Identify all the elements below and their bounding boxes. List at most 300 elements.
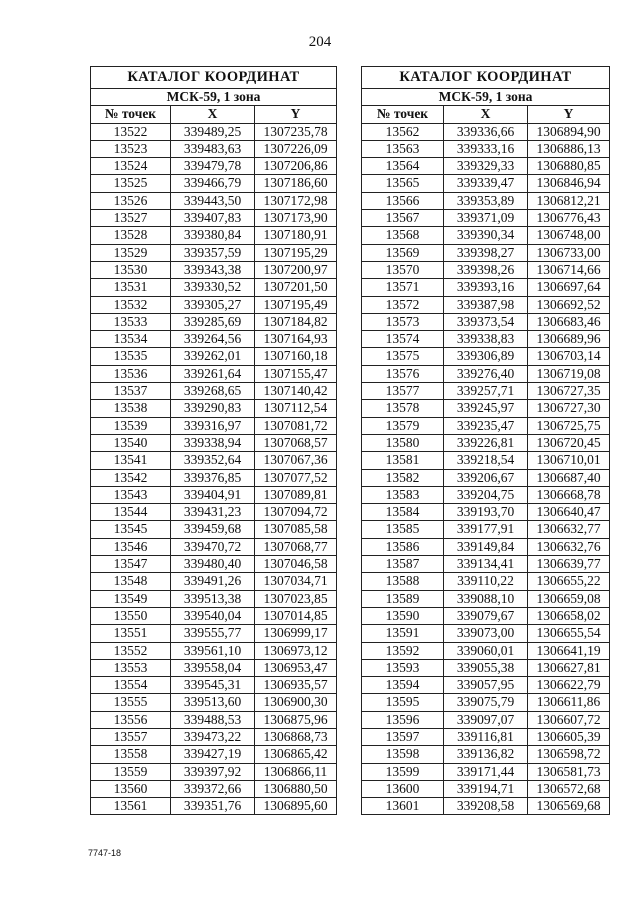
table-row (91, 210, 337, 227)
table-row (362, 573, 610, 590)
cell-y: 1306727,35 (528, 383, 610, 400)
cell-point: 13543 (91, 486, 171, 503)
table-row (91, 158, 337, 175)
table-row (362, 210, 610, 227)
catalog-title: КАТАЛОГ КООРДИНАТ (362, 67, 610, 89)
cell-y: 1306683,46 (528, 313, 610, 330)
cell-x: 339459,68 (171, 521, 255, 538)
cell-x: 339407,83 (171, 210, 255, 227)
cell-x: 339257,71 (444, 383, 528, 400)
cell-x: 339060,01 (444, 642, 528, 659)
cell-point: 13595 (362, 694, 444, 711)
cell-point: 13572 (362, 296, 444, 313)
cell-point: 13596 (362, 711, 444, 728)
cell-x: 339489,25 (171, 123, 255, 140)
cell-point: 13536 (91, 365, 171, 382)
cell-y: 1307200,97 (255, 261, 337, 278)
catalog-title: КАТАЛОГ КООРДИНАТ (91, 67, 337, 89)
cell-y: 1306733,00 (528, 244, 610, 261)
cell-y: 1306569,68 (528, 798, 610, 815)
cell-y: 1307184,82 (255, 313, 337, 330)
cell-point: 13599 (362, 763, 444, 780)
table-row (91, 798, 337, 815)
header-y: Y (255, 106, 337, 123)
cell-point: 13538 (91, 400, 171, 417)
cell-y: 1307173,90 (255, 210, 337, 227)
table-row (91, 521, 337, 538)
cell-x: 339343,38 (171, 261, 255, 278)
cell-x: 339136,82 (444, 746, 528, 763)
table-row (91, 365, 337, 382)
table-row (91, 417, 337, 434)
cell-y: 1306622,79 (528, 677, 610, 694)
table-row (91, 642, 337, 659)
cell-point: 13546 (91, 538, 171, 555)
table-row (362, 642, 610, 659)
cell-x: 339306,89 (444, 348, 528, 365)
cell-x: 339177,91 (444, 521, 528, 538)
zone-label: МСК-59, 1 зона (362, 89, 610, 106)
cell-x: 339316,97 (171, 417, 255, 434)
cell-point: 13598 (362, 746, 444, 763)
document-code: 7747-18 (88, 848, 122, 858)
cell-x: 339226,81 (444, 434, 528, 451)
cell-x: 339262,01 (171, 348, 255, 365)
table-row (362, 140, 610, 157)
cell-y: 1306776,43 (528, 210, 610, 227)
table-row (362, 590, 610, 607)
cell-y: 1306611,86 (528, 694, 610, 711)
cell-y: 1307195,49 (255, 296, 337, 313)
cell-point: 13571 (362, 279, 444, 296)
table-row (91, 573, 337, 590)
table-row (91, 694, 337, 711)
table-row (362, 556, 610, 573)
cell-x: 339390,34 (444, 227, 528, 244)
cell-x: 339057,95 (444, 677, 528, 694)
table-row (362, 434, 610, 451)
cell-point: 13552 (91, 642, 171, 659)
table-row (362, 365, 610, 382)
cell-x: 339171,44 (444, 763, 528, 780)
cell-point: 13560 (91, 780, 171, 797)
cell-x: 339555,77 (171, 625, 255, 642)
cell-x: 339073,00 (444, 625, 528, 642)
table-row (362, 625, 610, 642)
cell-x: 339372,66 (171, 780, 255, 797)
cell-x: 339393,16 (444, 279, 528, 296)
cell-point: 13575 (362, 348, 444, 365)
cell-point: 13566 (362, 192, 444, 209)
cell-point: 13523 (91, 140, 171, 157)
table-row (362, 798, 610, 815)
cell-point: 13544 (91, 504, 171, 521)
cell-x: 339110,22 (444, 573, 528, 590)
cell-x: 339149,84 (444, 538, 528, 555)
cell-x: 339290,83 (171, 400, 255, 417)
cell-point: 13580 (362, 434, 444, 451)
cell-x: 339206,67 (444, 469, 528, 486)
cell-point: 13534 (91, 331, 171, 348)
cell-point: 13535 (91, 348, 171, 365)
table-row (91, 486, 337, 503)
table-row (91, 469, 337, 486)
header-point: № точек (91, 106, 171, 123)
cell-x: 339330,52 (171, 279, 255, 296)
table-row (362, 296, 610, 313)
table-row (362, 261, 610, 278)
cell-x: 339097,07 (444, 711, 528, 728)
cell-point: 13577 (362, 383, 444, 400)
cell-x: 339431,23 (171, 504, 255, 521)
table-row (362, 452, 610, 469)
cell-y: 1307172,98 (255, 192, 337, 209)
cell-point: 13582 (362, 469, 444, 486)
table-row (91, 434, 337, 451)
table-row (362, 521, 610, 538)
cell-x: 339208,58 (444, 798, 528, 815)
table-row (362, 780, 610, 797)
cell-point: 13525 (91, 175, 171, 192)
table-row (362, 279, 610, 296)
cell-point: 13573 (362, 313, 444, 330)
table-row (91, 538, 337, 555)
cell-point: 13585 (362, 521, 444, 538)
table-row (91, 140, 337, 157)
cell-x: 339561,10 (171, 642, 255, 659)
cell-y: 1306935,57 (255, 677, 337, 694)
header-point: № точек (362, 106, 444, 123)
cell-point: 13550 (91, 607, 171, 624)
cell-y: 1306692,52 (528, 296, 610, 313)
cell-y: 1307089,81 (255, 486, 337, 503)
cell-x: 339371,09 (444, 210, 528, 227)
cell-y: 1306581,73 (528, 763, 610, 780)
cell-point: 13562 (362, 123, 444, 140)
cell-y: 1307023,85 (255, 590, 337, 607)
cell-y: 1306865,42 (255, 746, 337, 763)
table-row (91, 244, 337, 261)
table-row (362, 123, 610, 140)
cell-point: 13545 (91, 521, 171, 538)
table-row (91, 504, 337, 521)
cell-y: 1306999,17 (255, 625, 337, 642)
cell-point: 13589 (362, 590, 444, 607)
cell-point: 13558 (91, 746, 171, 763)
cell-point: 13593 (362, 659, 444, 676)
cell-y: 1306720,45 (528, 434, 610, 451)
cell-x: 339470,72 (171, 538, 255, 555)
cell-x: 339488,53 (171, 711, 255, 728)
cell-x: 339351,76 (171, 798, 255, 815)
cell-x: 339116,81 (444, 728, 528, 745)
cell-x: 339513,60 (171, 694, 255, 711)
cell-y: 1307077,52 (255, 469, 337, 486)
cell-point: 13539 (91, 417, 171, 434)
cell-point: 13557 (91, 728, 171, 745)
cell-point: 13524 (91, 158, 171, 175)
cell-y: 1306703,14 (528, 348, 610, 365)
table-row (91, 452, 337, 469)
cell-y: 1306714,66 (528, 261, 610, 278)
cell-point: 13569 (362, 244, 444, 261)
table-row (91, 728, 337, 745)
cell-y: 1306598,72 (528, 746, 610, 763)
cell-y: 1306641,19 (528, 642, 610, 659)
cell-x: 339480,40 (171, 556, 255, 573)
cell-y: 1306687,40 (528, 469, 610, 486)
cell-y: 1307068,57 (255, 434, 337, 451)
cell-point: 13532 (91, 296, 171, 313)
cell-x: 339245,97 (444, 400, 528, 417)
cell-x: 339338,94 (171, 434, 255, 451)
cell-x: 339397,92 (171, 763, 255, 780)
cell-point: 13530 (91, 261, 171, 278)
cell-x: 339268,65 (171, 383, 255, 400)
cell-x: 339305,27 (171, 296, 255, 313)
cell-y: 1307046,58 (255, 556, 337, 573)
table-row (362, 400, 610, 417)
cell-y: 1306748,00 (528, 227, 610, 244)
table-row (362, 728, 610, 745)
table-row (91, 780, 337, 797)
cell-point: 13561 (91, 798, 171, 815)
cell-x: 339088,10 (444, 590, 528, 607)
header-x: X (171, 106, 255, 123)
table-row (91, 175, 337, 192)
cell-y: 1306659,08 (528, 590, 610, 607)
cell-y: 1306697,64 (528, 279, 610, 296)
cell-y: 1307140,42 (255, 383, 337, 400)
cell-point: 13579 (362, 417, 444, 434)
table-row (91, 192, 337, 209)
cell-y: 1306668,78 (528, 486, 610, 503)
table-row (362, 607, 610, 624)
cell-x: 339483,63 (171, 140, 255, 157)
cell-point: 13547 (91, 556, 171, 573)
cell-x: 339558,04 (171, 659, 255, 676)
cell-y: 1306632,77 (528, 521, 610, 538)
table-row (91, 279, 337, 296)
cell-y: 1307094,72 (255, 504, 337, 521)
cell-x: 339264,56 (171, 331, 255, 348)
cell-x: 339329,33 (444, 158, 528, 175)
cell-point: 13592 (362, 642, 444, 659)
table-row (362, 244, 610, 261)
cell-x: 339218,54 (444, 452, 528, 469)
cell-x: 339380,84 (171, 227, 255, 244)
cell-point: 13554 (91, 677, 171, 694)
cell-x: 339338,83 (444, 331, 528, 348)
cell-point: 13588 (362, 573, 444, 590)
table-row (91, 400, 337, 417)
cell-y: 1307067,36 (255, 452, 337, 469)
table-row (91, 625, 337, 642)
cell-point: 13590 (362, 607, 444, 624)
cell-x: 339473,22 (171, 728, 255, 745)
table-row (91, 123, 337, 140)
cell-y: 1307034,71 (255, 573, 337, 590)
cell-point: 13541 (91, 452, 171, 469)
cell-y: 1306639,77 (528, 556, 610, 573)
table-row (362, 504, 610, 521)
cell-point: 13528 (91, 227, 171, 244)
zone-label: МСК-59, 1 зона (91, 89, 337, 106)
cell-y: 1306880,85 (528, 158, 610, 175)
cell-point: 13551 (91, 625, 171, 642)
cell-point: 13549 (91, 590, 171, 607)
cell-point: 13531 (91, 279, 171, 296)
cell-point: 13567 (362, 210, 444, 227)
cell-point: 13576 (362, 365, 444, 382)
table-row (362, 383, 610, 400)
cell-x: 339235,47 (444, 417, 528, 434)
table-row (362, 417, 610, 434)
page-number: 204 (308, 34, 332, 50)
cell-x: 339373,54 (444, 313, 528, 330)
table-row (362, 192, 610, 209)
table-row (362, 746, 610, 763)
cell-y: 1306605,39 (528, 728, 610, 745)
table-row (362, 348, 610, 365)
cell-point: 13548 (91, 573, 171, 590)
cell-point: 13591 (362, 625, 444, 642)
table-row (362, 677, 610, 694)
cell-y: 1306627,81 (528, 659, 610, 676)
table-row (91, 607, 337, 624)
cell-point: 13564 (362, 158, 444, 175)
cell-point: 13601 (362, 798, 444, 815)
cell-point: 13578 (362, 400, 444, 417)
cell-y: 1306658,02 (528, 607, 610, 624)
cell-y: 1307085,58 (255, 521, 337, 538)
table-row (91, 383, 337, 400)
table-row (91, 261, 337, 278)
cell-y: 1306973,12 (255, 642, 337, 659)
table-row (362, 486, 610, 503)
cell-x: 339427,19 (171, 746, 255, 763)
cell-x: 339194,71 (444, 780, 528, 797)
cell-point: 13553 (91, 659, 171, 676)
table-row (362, 711, 610, 728)
table-row (362, 659, 610, 676)
table-row (362, 175, 610, 192)
cell-y: 1306632,76 (528, 538, 610, 555)
cell-point: 13522 (91, 123, 171, 140)
cell-y: 1307112,54 (255, 400, 337, 417)
cell-point: 13542 (91, 469, 171, 486)
cell-x: 339540,04 (171, 607, 255, 624)
cell-x: 339079,67 (444, 607, 528, 624)
cell-point: 13586 (362, 538, 444, 555)
cell-y: 1306710,01 (528, 452, 610, 469)
cell-y: 1307201,50 (255, 279, 337, 296)
cell-point: 13568 (362, 227, 444, 244)
cell-x: 339357,59 (171, 244, 255, 261)
cell-y: 1306895,60 (255, 798, 337, 815)
cell-point: 13570 (362, 261, 444, 278)
table-row (362, 313, 610, 330)
table-row (362, 158, 610, 175)
cell-x: 339398,26 (444, 261, 528, 278)
cell-point: 13581 (362, 452, 444, 469)
cell-y: 1306846,94 (528, 175, 610, 192)
table-row (91, 296, 337, 313)
cell-y: 1306875,96 (255, 711, 337, 728)
cell-x: 339276,40 (444, 365, 528, 382)
cell-x: 339055,38 (444, 659, 528, 676)
cell-y: 1307226,09 (255, 140, 337, 157)
header-x: X (444, 106, 528, 123)
table-row (91, 763, 337, 780)
cell-y: 1306953,47 (255, 659, 337, 676)
cell-x: 339513,38 (171, 590, 255, 607)
cell-x: 339339,47 (444, 175, 528, 192)
cell-x: 339466,79 (171, 175, 255, 192)
table-row (362, 694, 610, 711)
cell-x: 339261,64 (171, 365, 255, 382)
table-row (362, 469, 610, 486)
cell-y: 1306640,47 (528, 504, 610, 521)
cell-x: 339491,26 (171, 573, 255, 590)
cell-y: 1306900,30 (255, 694, 337, 711)
cell-point: 13555 (91, 694, 171, 711)
cell-y: 1307186,60 (255, 175, 337, 192)
table-row (91, 227, 337, 244)
cell-point: 13583 (362, 486, 444, 503)
cell-y: 1306725,75 (528, 417, 610, 434)
cell-point: 13537 (91, 383, 171, 400)
cell-point: 13540 (91, 434, 171, 451)
cell-x: 339404,91 (171, 486, 255, 503)
cell-x: 339134,41 (444, 556, 528, 573)
cell-x: 339336,66 (444, 123, 528, 140)
cell-x: 339285,69 (171, 313, 255, 330)
cell-point: 13533 (91, 313, 171, 330)
table-row (91, 590, 337, 607)
cell-x: 339333,16 (444, 140, 528, 157)
cell-y: 1307180,91 (255, 227, 337, 244)
cell-y: 1306655,54 (528, 625, 610, 642)
cell-y: 1306689,96 (528, 331, 610, 348)
table-row (91, 331, 337, 348)
cell-x: 339479,78 (171, 158, 255, 175)
coordinate-catalog-right (361, 66, 610, 815)
cell-y: 1307235,78 (255, 123, 337, 140)
cell-point: 13600 (362, 780, 444, 797)
cell-point: 13574 (362, 331, 444, 348)
table-row (91, 659, 337, 676)
cell-point: 13565 (362, 175, 444, 192)
cell-point: 13556 (91, 711, 171, 728)
cell-x: 339545,31 (171, 677, 255, 694)
cell-x: 339075,79 (444, 694, 528, 711)
cell-y: 1306727,30 (528, 400, 610, 417)
cell-x: 339398,27 (444, 244, 528, 261)
table-row (91, 746, 337, 763)
cell-y: 1306607,72 (528, 711, 610, 728)
cell-y: 1307160,18 (255, 348, 337, 365)
cell-y: 1307195,29 (255, 244, 337, 261)
table-row (91, 711, 337, 728)
cell-y: 1306868,73 (255, 728, 337, 745)
table-row (362, 763, 610, 780)
cell-y: 1306894,90 (528, 123, 610, 140)
table-row (362, 331, 610, 348)
cell-x: 339352,64 (171, 452, 255, 469)
cell-y: 1307068,77 (255, 538, 337, 555)
cell-point: 13563 (362, 140, 444, 157)
